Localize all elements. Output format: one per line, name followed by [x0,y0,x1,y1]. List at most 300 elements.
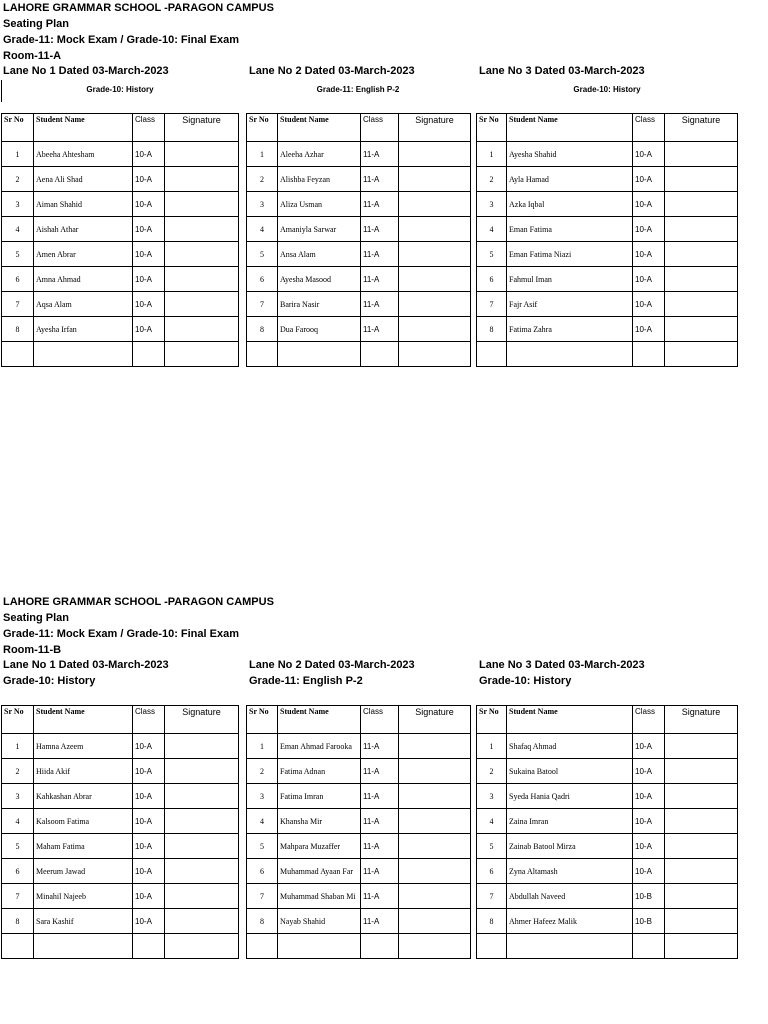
signature-cell [399,267,471,292]
class-cell: 10-B [633,884,665,909]
class-cell: 10-A [633,759,665,784]
school-name: LAHORE GRAMMAR SCHOOL -PARAGON CAMPUS [3,2,274,14]
student-name-cell: Hiida Akif [34,759,133,784]
empty-cell [477,934,507,959]
class-cell: 11-A [361,784,399,809]
class-cell: 10-A [633,217,665,242]
student-name-cell: Zainab Batool Mirza [507,834,633,859]
empty-cell [477,342,507,367]
sr-no-cell: 3 [2,192,34,217]
table-row [247,242,471,267]
student-name-cell: Eman Ahmad Farooka [278,734,361,759]
class-cell: 10-A [633,834,665,859]
class-cell: 11-A [361,217,399,242]
seating-plan-title: Seating Plan [3,18,70,30]
table-row [247,267,471,292]
sr-no-cell: 1 [477,142,507,167]
student-name-cell: Alishba Feyzan [278,167,361,192]
signature-cell [165,267,239,292]
column-header-signature: Signature [399,114,471,142]
signature-cell [399,292,471,317]
column-header-student-name: Student Name [278,706,361,734]
table-header-row [2,114,239,142]
lane-subject: Grade-11: English P-2 [249,675,363,687]
lane-title: Lane No 3 Dated 03-March-2023 [479,65,645,77]
column-header-sr-no: Sr No [2,706,34,734]
table-row [247,859,471,884]
sr-no-cell: 1 [2,734,34,759]
table-row [477,909,738,934]
signature-cell [665,192,738,217]
student-name-cell: Aishah Athar [34,217,133,242]
sr-no-cell: 7 [477,292,507,317]
seating-table [1,113,239,367]
signature-cell [165,759,239,784]
sr-no-cell: 8 [247,317,278,342]
signature-cell [165,142,239,167]
sr-no-cell: 1 [477,734,507,759]
column-header-class: Class [361,706,399,734]
table-row [477,167,738,192]
column-header-sr-no: Sr No [477,706,507,734]
empty-cell [34,342,133,367]
table-row [2,784,239,809]
sr-no-cell: 2 [477,759,507,784]
class-cell: 10-A [133,142,165,167]
signature-cell [165,834,239,859]
empty-cell [507,342,633,367]
table-row [247,734,471,759]
table-row [247,884,471,909]
seating-table [476,113,738,367]
table-row [247,809,471,834]
exam-title: Grade-11: Mock Exam / Grade-10: Final Exam [3,34,239,46]
room-label: Room-11-B [3,644,62,656]
class-cell: 11-A [361,859,399,884]
table-row [2,859,239,884]
sr-no-cell: 7 [2,884,34,909]
student-name-cell: Aqsa Alam [34,292,133,317]
lane-title: Lane No 2 Dated 03-March-2023 [249,65,415,77]
signature-cell [399,217,471,242]
class-cell: 10-A [133,317,165,342]
table-row [477,809,738,834]
sr-no-cell: 1 [247,734,278,759]
student-name-cell: Barira Nasir [278,292,361,317]
signature-cell [165,809,239,834]
room-label: Room-11-A [3,50,62,62]
class-cell: 10-A [633,167,665,192]
sr-no-cell: 6 [477,859,507,884]
sr-no-cell: 5 [477,834,507,859]
table-row [2,292,239,317]
signature-cell [165,784,239,809]
table-row [477,834,738,859]
student-name-cell: Sukaina Batool [507,759,633,784]
column-header-signature: Signature [399,706,471,734]
empty-cell [399,934,471,959]
empty-cell [247,342,278,367]
student-name-cell: Ayesha Masood [278,267,361,292]
table-row [2,734,239,759]
student-name-cell: Amaniyla Sarwar [278,217,361,242]
empty-cell [361,934,399,959]
signature-cell [665,759,738,784]
student-name-cell: Meerum Jawad [34,859,133,884]
signature-cell [399,859,471,884]
empty-cell [2,342,34,367]
class-cell: 10-B [633,909,665,934]
signature-cell [399,142,471,167]
student-name-cell: Khansha Mir [278,809,361,834]
class-cell: 10-A [633,859,665,884]
lane-subject: Grade-11: English P-2 [316,85,400,94]
student-name-cell: Minahil Najeeb [34,884,133,909]
student-name-cell: Zyna Altamash [507,859,633,884]
table-row [2,267,239,292]
student-name-cell: Fatima Zahra [507,317,633,342]
signature-cell [165,192,239,217]
class-cell: 10-A [133,192,165,217]
sr-no-cell: 2 [2,167,34,192]
table-row [247,834,471,859]
signature-cell [399,784,471,809]
signature-cell [165,884,239,909]
signature-cell [665,909,738,934]
sr-no-cell: 4 [247,217,278,242]
class-cell: 10-A [133,859,165,884]
class-cell: 10-A [633,267,665,292]
table-row [477,859,738,884]
sr-no-cell: 4 [247,809,278,834]
sr-no-cell: 3 [247,192,278,217]
table-row [2,809,239,834]
class-cell: 10-A [133,759,165,784]
student-name-cell: Fatima Imran [278,784,361,809]
class-cell: 11-A [361,759,399,784]
table-row [247,909,471,934]
sr-no-cell: 5 [2,834,34,859]
table-row [2,192,239,217]
table-header-row [247,706,471,734]
student-name-cell: Amna Ahmad [34,267,133,292]
class-cell: 11-A [361,909,399,934]
sr-no-cell: 1 [2,142,34,167]
table-row [2,142,239,167]
sr-no-cell: 3 [247,784,278,809]
table-header-row [247,114,471,142]
class-cell: 10-A [133,217,165,242]
class-cell: 11-A [361,167,399,192]
table-row [477,242,738,267]
signature-cell [399,242,471,267]
class-cell: 11-A [361,142,399,167]
sr-no-cell: 7 [247,292,278,317]
lane-subject: Grade-10: History [479,675,572,687]
table-row [2,909,239,934]
column-header-signature: Signature [165,706,239,734]
column-header-sr-no: Sr No [247,114,278,142]
table-row [2,242,239,267]
class-cell: 11-A [361,317,399,342]
class-cell: 10-A [133,267,165,292]
class-cell: 11-A [361,242,399,267]
table-header-row [477,706,738,734]
empty-cell [165,934,239,959]
signature-cell [399,809,471,834]
signature-cell [165,167,239,192]
empty-cell [399,342,471,367]
empty-cell [278,342,361,367]
student-name-cell: Shafaq Ahmad [507,734,633,759]
column-header-signature: Signature [665,706,738,734]
student-name-cell: Aleeha Azhar [278,142,361,167]
class-cell: 10-A [633,192,665,217]
class-cell: 10-A [633,809,665,834]
student-name-cell: Fajr Asif [507,292,633,317]
student-name-cell: Ansa Alam [278,242,361,267]
sr-no-cell: 7 [2,292,34,317]
table-row [2,167,239,192]
column-header-signature: Signature [165,114,239,142]
column-header-class: Class [633,114,665,142]
table-row [477,292,738,317]
sr-no-cell: 6 [2,267,34,292]
class-cell: 11-A [361,834,399,859]
table-row [477,784,738,809]
class-cell: 11-A [361,734,399,759]
sr-no-cell: 5 [247,242,278,267]
signature-cell [165,242,239,267]
class-cell: 10-A [133,292,165,317]
table-row [247,292,471,317]
lane-subject: Grade-10: History [573,85,641,94]
student-name-cell: Maham Fatima [34,834,133,859]
student-name-cell: Ayesha Irfan [34,317,133,342]
sr-no-cell: 6 [247,859,278,884]
student-name-cell: Azka Iqbal [507,192,633,217]
table-header-row [477,114,738,142]
signature-cell [665,317,738,342]
class-cell: 11-A [361,809,399,834]
signature-cell [399,167,471,192]
table-row [477,192,738,217]
seating-plan-title: Seating Plan [3,612,70,624]
signature-cell [399,759,471,784]
column-header-class: Class [361,114,399,142]
student-name-cell: Muhammad Ayaan Far [278,859,361,884]
empty-cell [665,342,738,367]
signature-cell [399,192,471,217]
signature-cell [399,884,471,909]
student-name-cell: Ahmer Hafeez Malik [507,909,633,934]
sr-no-cell: 4 [477,217,507,242]
sr-no-cell: 8 [2,909,34,934]
student-name-cell: Mahpara Muzaffer [278,834,361,859]
student-name-cell: Sara Kashif [34,909,133,934]
signature-cell [665,734,738,759]
sr-no-cell: 3 [2,784,34,809]
student-name-cell: Fatima Adnan [278,759,361,784]
sr-no-cell: 2 [247,759,278,784]
table-row [477,317,738,342]
column-header-class: Class [633,706,665,734]
signature-cell [665,884,738,909]
signature-cell [399,734,471,759]
signature-cell [165,909,239,934]
class-cell: 10-A [133,909,165,934]
table-header-row [2,706,239,734]
student-name-cell: Nayab Shahid [278,909,361,934]
class-cell: 10-A [133,884,165,909]
empty-table-row [247,934,471,959]
table-row [247,192,471,217]
empty-cell [34,934,133,959]
student-name-cell: Eman Fatima [507,217,633,242]
class-cell: 11-A [361,192,399,217]
class-cell: 10-A [633,142,665,167]
sr-no-cell: 3 [477,784,507,809]
table-row [247,167,471,192]
seating-table [246,113,471,367]
sr-no-cell: 8 [477,909,507,934]
signature-cell [665,217,738,242]
signature-cell [665,292,738,317]
empty-table-row [2,342,239,367]
empty-table-row [247,342,471,367]
sr-no-cell: 2 [2,759,34,784]
column-header-sr-no: Sr No [2,114,34,142]
empty-cell [507,934,633,959]
signature-cell [165,317,239,342]
table-row [477,267,738,292]
student-name-cell: Ayesha Shahid [507,142,633,167]
table-row [247,142,471,167]
empty-table-row [477,934,738,959]
class-cell: 10-A [633,784,665,809]
sr-no-cell: 7 [247,884,278,909]
sr-no-cell: 6 [477,267,507,292]
student-name-cell: Dua Farooq [278,317,361,342]
sr-no-cell: 4 [2,809,34,834]
signature-cell [665,784,738,809]
signature-cell [665,242,738,267]
student-name-cell: Aena Ali Shad [34,167,133,192]
sr-no-cell: 7 [477,884,507,909]
lane-title: Lane No 2 Dated 03-March-2023 [249,659,415,671]
column-header-student-name: Student Name [34,114,133,142]
lane-title: Lane No 1 Dated 03-March-2023 [3,65,169,77]
column-header-class: Class [133,706,165,734]
empty-cell [165,342,239,367]
class-cell: 10-A [133,809,165,834]
table-row [477,142,738,167]
signature-cell [665,809,738,834]
school-name: LAHORE GRAMMAR SCHOOL -PARAGON CAMPUS [3,596,274,608]
empty-cell [361,342,399,367]
class-cell: 10-A [133,242,165,267]
sr-no-cell: 8 [477,317,507,342]
column-header-sr-no: Sr No [477,114,507,142]
class-cell: 10-A [633,734,665,759]
student-name-cell: Eman Fatima Niazi [507,242,633,267]
empty-cell [278,934,361,959]
table-row [2,834,239,859]
class-cell: 10-A [633,317,665,342]
sr-no-cell: 1 [247,142,278,167]
signature-cell [665,267,738,292]
exam-title: Grade-11: Mock Exam / Grade-10: Final Exam [3,628,239,640]
seating-table [246,705,471,959]
table-row [477,734,738,759]
signature-cell [165,217,239,242]
empty-cell [633,342,665,367]
table-row [247,784,471,809]
class-cell: 10-A [133,834,165,859]
sr-no-cell: 2 [247,167,278,192]
signature-cell [665,859,738,884]
student-name-cell: Fahmul Iman [507,267,633,292]
table-row [247,217,471,242]
sr-no-cell: 5 [247,834,278,859]
empty-table-row [2,934,239,959]
class-cell: 11-A [361,884,399,909]
class-cell: 11-A [361,292,399,317]
signature-cell [165,292,239,317]
class-cell: 10-A [133,784,165,809]
table-row [247,317,471,342]
sr-no-cell: 4 [477,809,507,834]
sr-no-cell: 4 [2,217,34,242]
column-header-student-name: Student Name [507,114,633,142]
student-name-cell: Abeeha Ahtesham [34,142,133,167]
lane-subject: Grade-10: History [86,85,154,94]
sr-no-cell: 8 [2,317,34,342]
column-header-student-name: Student Name [34,706,133,734]
sr-no-cell: 5 [477,242,507,267]
table-row [2,884,239,909]
class-cell: 10-A [633,242,665,267]
empty-cell [633,934,665,959]
signature-cell [399,317,471,342]
lane-title: Lane No 1 Dated 03-March-2023 [3,659,169,671]
section-header [3,0,274,64]
empty-cell [133,934,165,959]
table-row [2,759,239,784]
column-header-signature: Signature [665,114,738,142]
table-row [2,317,239,342]
signature-cell [665,167,738,192]
class-cell: 11-A [361,267,399,292]
student-name-cell: Ayla Hamad [507,167,633,192]
sr-no-cell: 8 [247,909,278,934]
column-header-student-name: Student Name [507,706,633,734]
signature-cell [165,859,239,884]
lane-subject: Grade-10: History [3,675,96,687]
lane-title: Lane No 3 Dated 03-March-2023 [479,659,645,671]
sr-no-cell: 6 [2,859,34,884]
class-cell: 10-A [633,292,665,317]
student-name-cell: Kahkashan Abrar [34,784,133,809]
student-name-cell: Amen Abrar [34,242,133,267]
table-row [477,759,738,784]
class-cell: 10-A [133,734,165,759]
student-name-cell: Abdullah Naveed [507,884,633,909]
signature-cell [399,909,471,934]
student-name-cell: Kalsoom Fatima [34,809,133,834]
empty-table-row [477,342,738,367]
signature-cell [665,834,738,859]
